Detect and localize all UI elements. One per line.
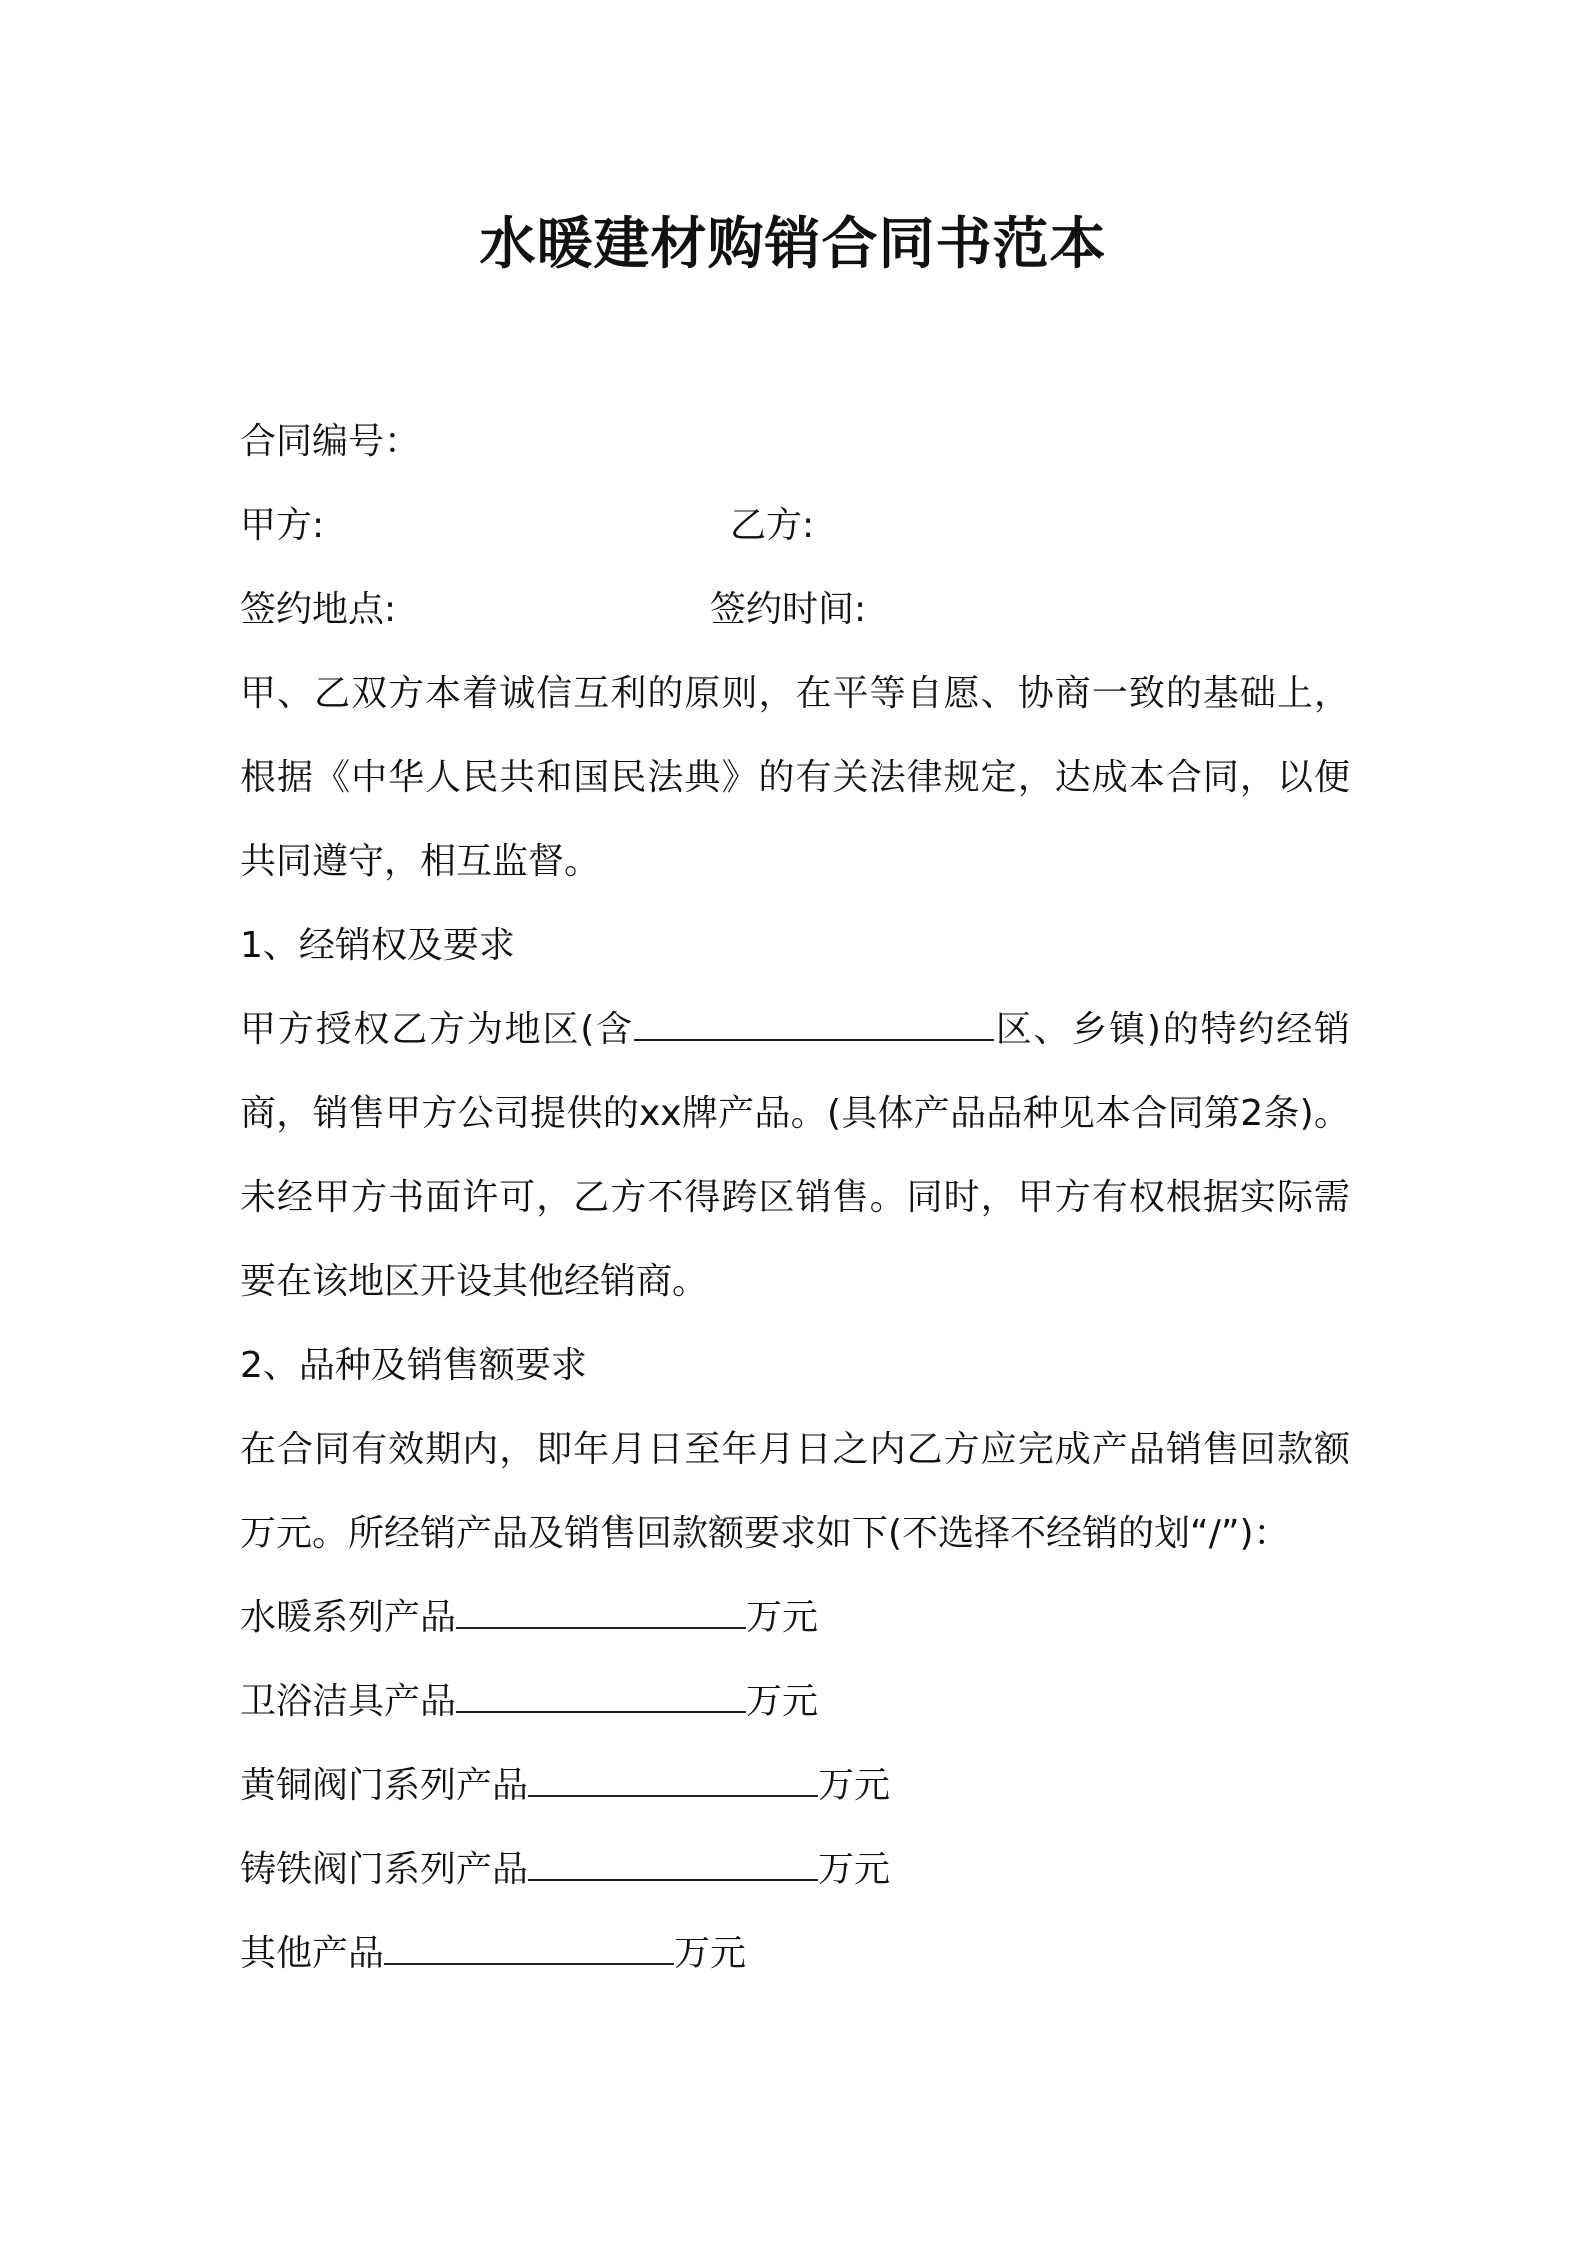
product-label: 其他产品 — [240, 1933, 385, 1974]
contract-number-line — [240, 400, 1350, 484]
section2-heading: 2、品种及销售额要求 — [240, 1345, 587, 1386]
product-label: 黄铜阀门系列产品 — [240, 1765, 529, 1806]
document-body — [240, 400, 1350, 1996]
product-line-item — [240, 1744, 1350, 1828]
product-label: 水暖系列产品 — [240, 1597, 457, 1638]
section1-heading: 1、经销权及要求 — [240, 925, 515, 966]
parties-line — [240, 484, 1350, 568]
signing-time-label: 签约时间: — [710, 589, 867, 630]
party-b-label: 乙方: — [730, 505, 815, 546]
product-line-item — [240, 1912, 1350, 1996]
amount-unit: 万元 — [746, 1597, 819, 1638]
amount-unit: 万元 — [818, 1849, 891, 1890]
amount-unit: 万元 — [818, 1765, 891, 1806]
section2-paragraph: 在合同有效期内，即年月日至年月日之内乙方应完成产品销售回款额万元。所经销产品及销售回款额要求如下(不选择不经销的划“/”)： — [240, 1429, 1350, 1554]
signing-line — [240, 568, 1350, 652]
contract-number-label: 合同编号： — [240, 421, 421, 462]
product-line-item — [240, 1660, 1350, 1744]
document-title: 水暖建材购销合同书范本 — [479, 212, 1107, 277]
amount-blank-line — [528, 1765, 818, 1797]
party-a-label: 甲方: — [240, 505, 325, 546]
amount-unit: 万元 — [746, 1681, 819, 1722]
intro-paragraph: 甲、乙双方本着诚信互利的原则，在平等自愿、协商一致的基础上，根据《中华人民共和国民法典》的有关法律规定，达成本合同，以便共同遵守，相互监督。 — [240, 673, 1350, 882]
product-label: 卫浴洁具产品 — [240, 1681, 457, 1722]
section1-paragraph — [240, 988, 1350, 1324]
product-label: 铸铁阀门系列产品 — [240, 1849, 529, 1890]
signing-place-label: 签约地点: — [240, 589, 397, 630]
amount-blank-line — [456, 1597, 746, 1629]
amount-blank-line — [456, 1681, 746, 1713]
section1-text-before-blank: 甲方授权乙方为地区(含 — [240, 1009, 634, 1050]
region-blank-line — [634, 1009, 994, 1041]
amount-blank-line — [384, 1933, 674, 1965]
product-line-item — [240, 1576, 1350, 1660]
amount-unit: 万元 — [674, 1933, 747, 1974]
amount-blank-line — [528, 1849, 818, 1881]
product-line-item — [240, 1828, 1350, 1912]
section1-text-after-blank: 区、乡镇)的特约经销商，销售甲方公司提供的xx牌产品。(具体产品品种见本合同第2条)。未经甲方书面许可，乙方不得跨区销售。同时，甲方有权根据实际需要在该地区开设其他经销商。 — [240, 1009, 1351, 1302]
